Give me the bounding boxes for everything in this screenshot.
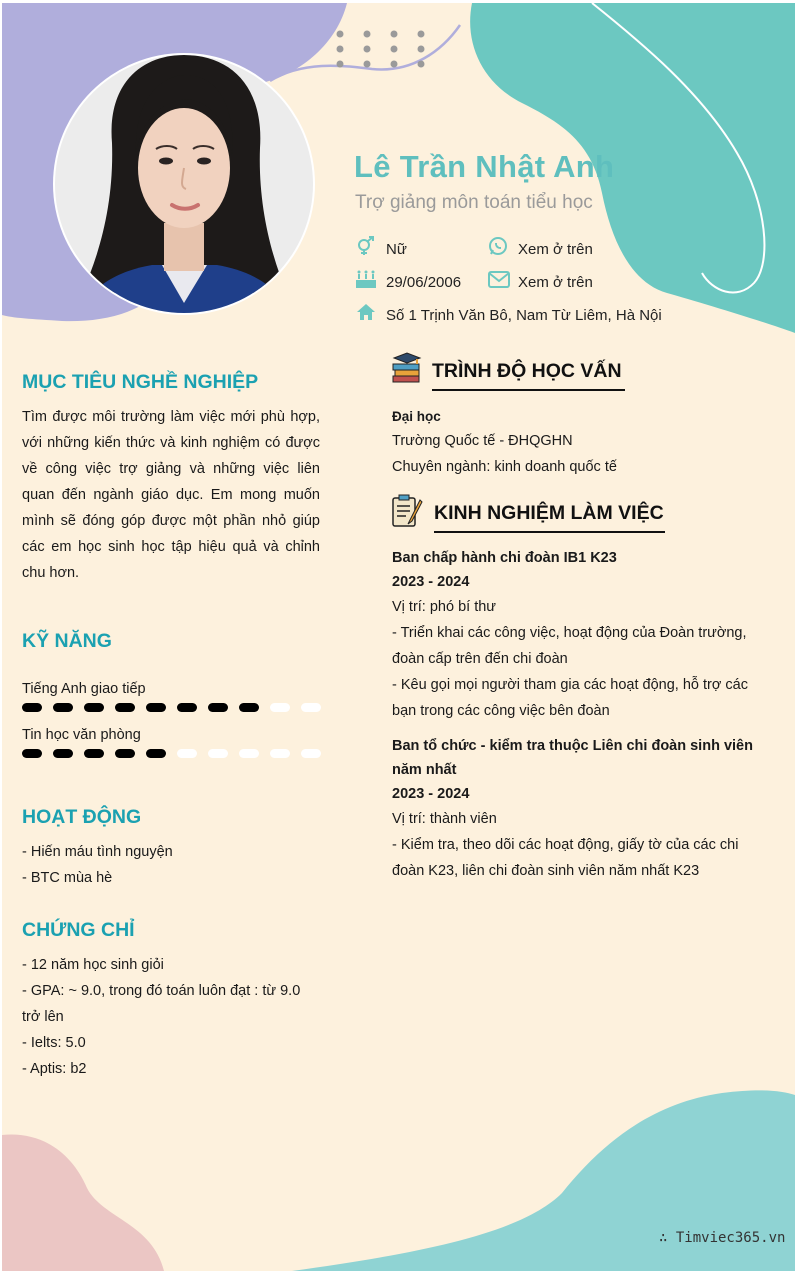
skill-dot-filled — [239, 703, 259, 712]
education-books-icon — [390, 352, 424, 386]
skill-dot-empty — [208, 749, 228, 758]
job-organization: Ban tổ chức - kiểm tra thuộc Liên chi đoàn sinh viên — [392, 738, 753, 754]
certificate-item: - 12 năm học sinh giỏi — [22, 957, 164, 973]
skill-dot-filled — [22, 703, 42, 712]
gender-icon — [356, 236, 376, 256]
phone-icon — [488, 236, 508, 256]
certificate-item: - Aptis: b2 — [22, 1061, 87, 1077]
job-organization: Ban chấp hành chi đoàn IB1 K23 — [392, 550, 617, 566]
email-value: Xem ở trên — [518, 274, 593, 291]
job-period: 2023 - 2024 — [392, 574, 470, 590]
skill-dot-filled — [146, 749, 166, 758]
footer-brand: ∴ Timviec365.vn — [659, 1230, 786, 1246]
skill-dot-empty — [177, 749, 197, 758]
activity-item: - BTC mùa hè — [22, 870, 113, 886]
home-icon — [356, 303, 376, 321]
address-value: Số 1 Trịnh Văn Bô, Nam Từ Liêm, Hà Nội — [386, 307, 662, 324]
skill-dot-empty — [270, 703, 290, 712]
job-description: bạn trong các công việc bên đoàn — [392, 703, 610, 719]
cv-page — [2, 3, 795, 1271]
skill-dot-filled — [115, 749, 135, 758]
skills-title: KỸ NĂNG — [22, 630, 112, 652]
skill-dot-empty — [270, 749, 290, 758]
skill-dot-filled — [84, 703, 104, 712]
certificate-item: - Ielts: 5.0 — [22, 1035, 86, 1051]
gender-value: Nữ — [386, 241, 407, 258]
skill-dot-filled — [146, 703, 166, 712]
skill-dot-filled — [53, 749, 73, 758]
objective-title: MỤC TIÊU NGHỀ NGHIỆP — [22, 371, 259, 393]
skill-dot-filled — [177, 703, 197, 712]
certificate-item: - GPA: ~ 9.0, trong đó toán luôn đạt : từ 9.0 — [22, 983, 301, 999]
skill-dot-filled — [84, 749, 104, 758]
job-description: - Triển khai các công việc, hoạt động của Đoàn trường, — [392, 625, 747, 641]
job-description: - Kêu gọi mọi người tham gia các hoạt động, hỗ trợ các — [392, 677, 748, 693]
education-school: Trường Quốc tế - ĐHQGHN — [392, 433, 573, 449]
skill-dot-filled — [22, 749, 42, 758]
skill-dot-empty — [301, 703, 321, 712]
skill-name: Tiếng Anh giao tiếp — [22, 681, 146, 697]
education-title: TRÌNH ĐỘ HỌC VẤN — [432, 360, 625, 391]
job-position: Vị trí: thành viên — [392, 811, 497, 827]
experience-title: KINH NGHIỆM LÀM VIỆC — [434, 502, 665, 533]
job-period: 2023 - 2024 — [392, 786, 470, 802]
activities-title: HOẠT ĐỘNG — [22, 806, 142, 828]
skill-dot-filled — [53, 703, 73, 712]
job-position: Vị trí: phó bí thư — [392, 599, 497, 615]
phone-value: Xem ở trên — [518, 241, 593, 258]
candidate-role: Trợ giảng môn toán tiểu học — [355, 192, 593, 213]
education-major: Chuyên ngành: kinh doanh quốc tế — [392, 459, 617, 475]
certificate-item: trở lên — [22, 1009, 64, 1025]
education-level: Đại học — [392, 409, 441, 424]
skill-name: Tin học văn phòng — [22, 727, 141, 743]
job-description: - Kiểm tra, theo dõi các hoạt động, giấy tờ của các chi — [392, 837, 739, 853]
birthday-value: 29/06/2006 — [386, 274, 462, 291]
job-description: đoàn cấp trên đến chi đoàn — [392, 651, 568, 667]
skill-dot-empty — [239, 749, 259, 758]
certificates-title: CHỨNG CHỈ — [22, 919, 135, 941]
skill-level-bar — [22, 703, 322, 713]
job-organization: năm nhất — [392, 762, 457, 778]
skill-dot-filled — [115, 703, 135, 712]
skill-dot-empty — [301, 749, 321, 758]
job-description: đoàn K23, liên chi đoàn sinh viên năm nhất K23 — [392, 863, 700, 879]
objective-text: Tìm được môi trường làm việc mới phù hợp, với những kiến thức và kinh nghiệm có được về công việc trợ giảng và những việc liên quan đến ngành giáo dục. Em mong muốn mình sẽ đóng góp được một phần nhỏ giúp các em học sinh học tập hiệu quả và chỉnh chu hơn. — [22, 409, 320, 581]
experience-clipboard-icon — [390, 494, 424, 528]
email-icon — [488, 271, 510, 288]
birthday-cake-icon — [355, 269, 377, 289]
candidate-name: Lê Trần Nhật Anh — [354, 149, 615, 184]
skill-dot-filled — [208, 703, 228, 712]
skill-level-bar — [22, 749, 322, 759]
activity-item: - Hiến máu tình nguyện — [22, 844, 173, 860]
